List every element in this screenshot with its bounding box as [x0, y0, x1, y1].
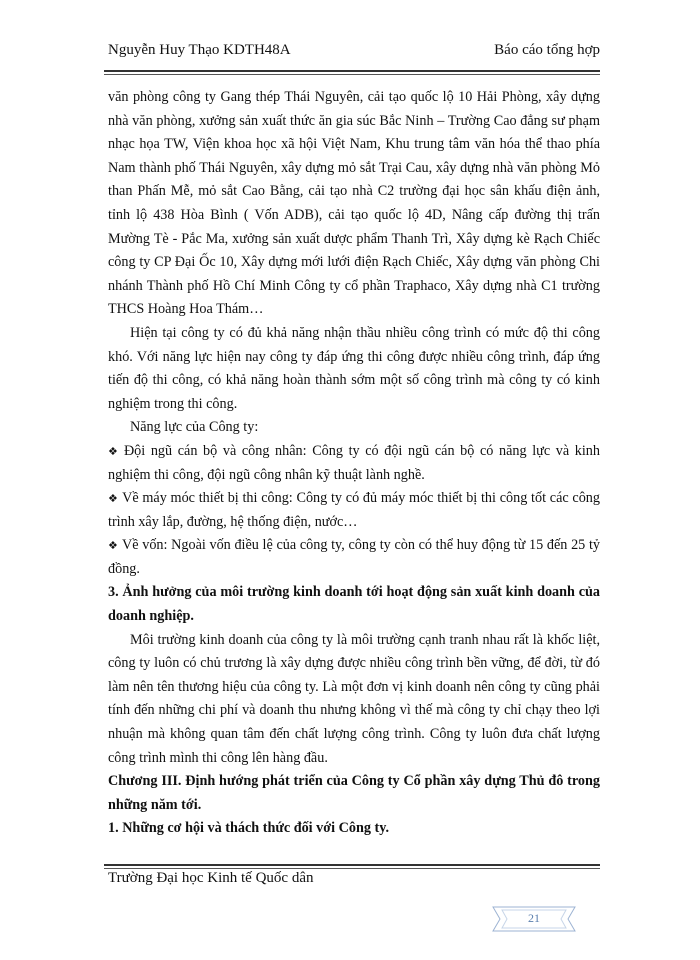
footer-university: Trường Đại học Kinh tế Quốc dân	[108, 870, 314, 886]
page-number-box	[492, 906, 576, 932]
page-number: 21	[528, 911, 540, 925]
bullet-icon: ❖	[108, 539, 118, 553]
page-header	[108, 32, 600, 72]
bullet-capital	[108, 534, 600, 581]
bullet-staff-text: Đội ngũ cán bộ và công nhân: Công ty có đội ngũ cán bộ có năng lực và kinh nghiệm thi công, đội ngũ công nhân kỹ thuật lành nghề.	[108, 442, 600, 483]
paragraph-projects: văn phòng công ty Gang thép Thái Nguyên, cải tạo quốc lộ 10 Hải Phòng, xây dựng nhà văn phòng, xưởng sản xuất thức ăn gia súc Bắc Ninh – Trường Cao đẳng sư phạm nhạc họa TW, Viện khoa học xã hội Việt Nam, Khu trung tâm văn hóa thể thao phía Nam thành phố Thái Nguyên, xây dựng mỏ sắt Trại Cau, xây dựng nhà văn phòng Mỏ than Phấn Mễ, mỏ sắt Cao Bằng, cải tạo nhà C2 trường đại học sân khấu điện ảnh, tỉnh lộ 438 Hòa Bình ( Vốn ADB), cải tạo quốc lộ 4D, Nâng cấp đường thị trấn Mường Tè - Pắc Ma, xưởng sản xuất dược phẩm Thanh Trì, Xây dựng kè Rạch Chiếc công ty CP Đại Ốc 10, Xây dựng mới lưới điện Rạch Chiếc, Xây dựng văn phòng Chi nhánh Thành phố Hồ Chí Minh Công ty cổ phần Traphaco, Xây dựng nhà C1 trường THCS Hoàng Hoa Thám…	[108, 89, 600, 318]
bullet-machinery-text: Về máy móc thiết bị thi công: Công ty có đủ máy móc thiết bị thi công tốt các công trình xây lắp, đường, hệ thống điện, nước…	[108, 490, 600, 530]
header-title: Báo cáo tổng hợp	[494, 42, 600, 58]
chapter-heading: Chương III. Định hướng phát triển của Công ty Cổ phần xây dựng Thủ đô trong những năm tới.	[108, 773, 600, 813]
footer-rule	[104, 864, 600, 869]
section-heading-3: 3. Ảnh hưởng của môi trường kinh doanh tới hoạt động sản xuất kinh doanh của doanh nghiệp.	[108, 584, 600, 625]
bullet-capital-text: Về vốn: Ngoài vốn điều lệ của công ty, công ty còn có thể huy động từ 15 đến 25 tỷ đồng.	[108, 537, 600, 577]
section-heading-1: 1. Những cơ hội và thách thức đối với Công ty.	[108, 820, 390, 837]
paragraph-capacity: Hiện tại công ty có đủ khả năng nhận thầu nhiều công trình có mức độ thi công khó. Với năng lực hiện nay công ty đáp ứng thi công được nhiều công trình, đáp ứng tiến độ thi công, có khả năng hoàn thành sớm một số công trình mà công ty có kinh nghiệm trong thi công.	[108, 324, 600, 412]
bullet-icon: ❖	[108, 444, 120, 458]
header-rule	[104, 70, 600, 75]
page-body	[108, 86, 600, 841]
bullet-machinery	[108, 487, 600, 534]
bullet-icon: ❖	[108, 492, 119, 506]
paragraph-environment: Môi trường kinh doanh của công ty là môi trường cạnh tranh nhau rất là khốc liệt, công ty luôn có chủ trương là xây dựng được nhiều công trình bền vững, để đời, từ đó làm nên tên thương hiệu của công ty. Là một đơn vị kinh doanh nên công ty cũng phải tính đến những chi phí và doanh thu nhưng không vì thế mà công ty chỉ chạy theo lợi nhuận mà không quan tâm đến chất lượng công trình. Công ty luôn đưa chất lượng công trình mình thi công lên hàng đầu.	[108, 631, 600, 766]
paragraph-capability-intro: Năng lực của Công ty:	[130, 419, 259, 436]
bullet-staff	[108, 440, 600, 487]
header-author: Nguyễn Huy Thạo KDTH48A	[108, 42, 291, 58]
